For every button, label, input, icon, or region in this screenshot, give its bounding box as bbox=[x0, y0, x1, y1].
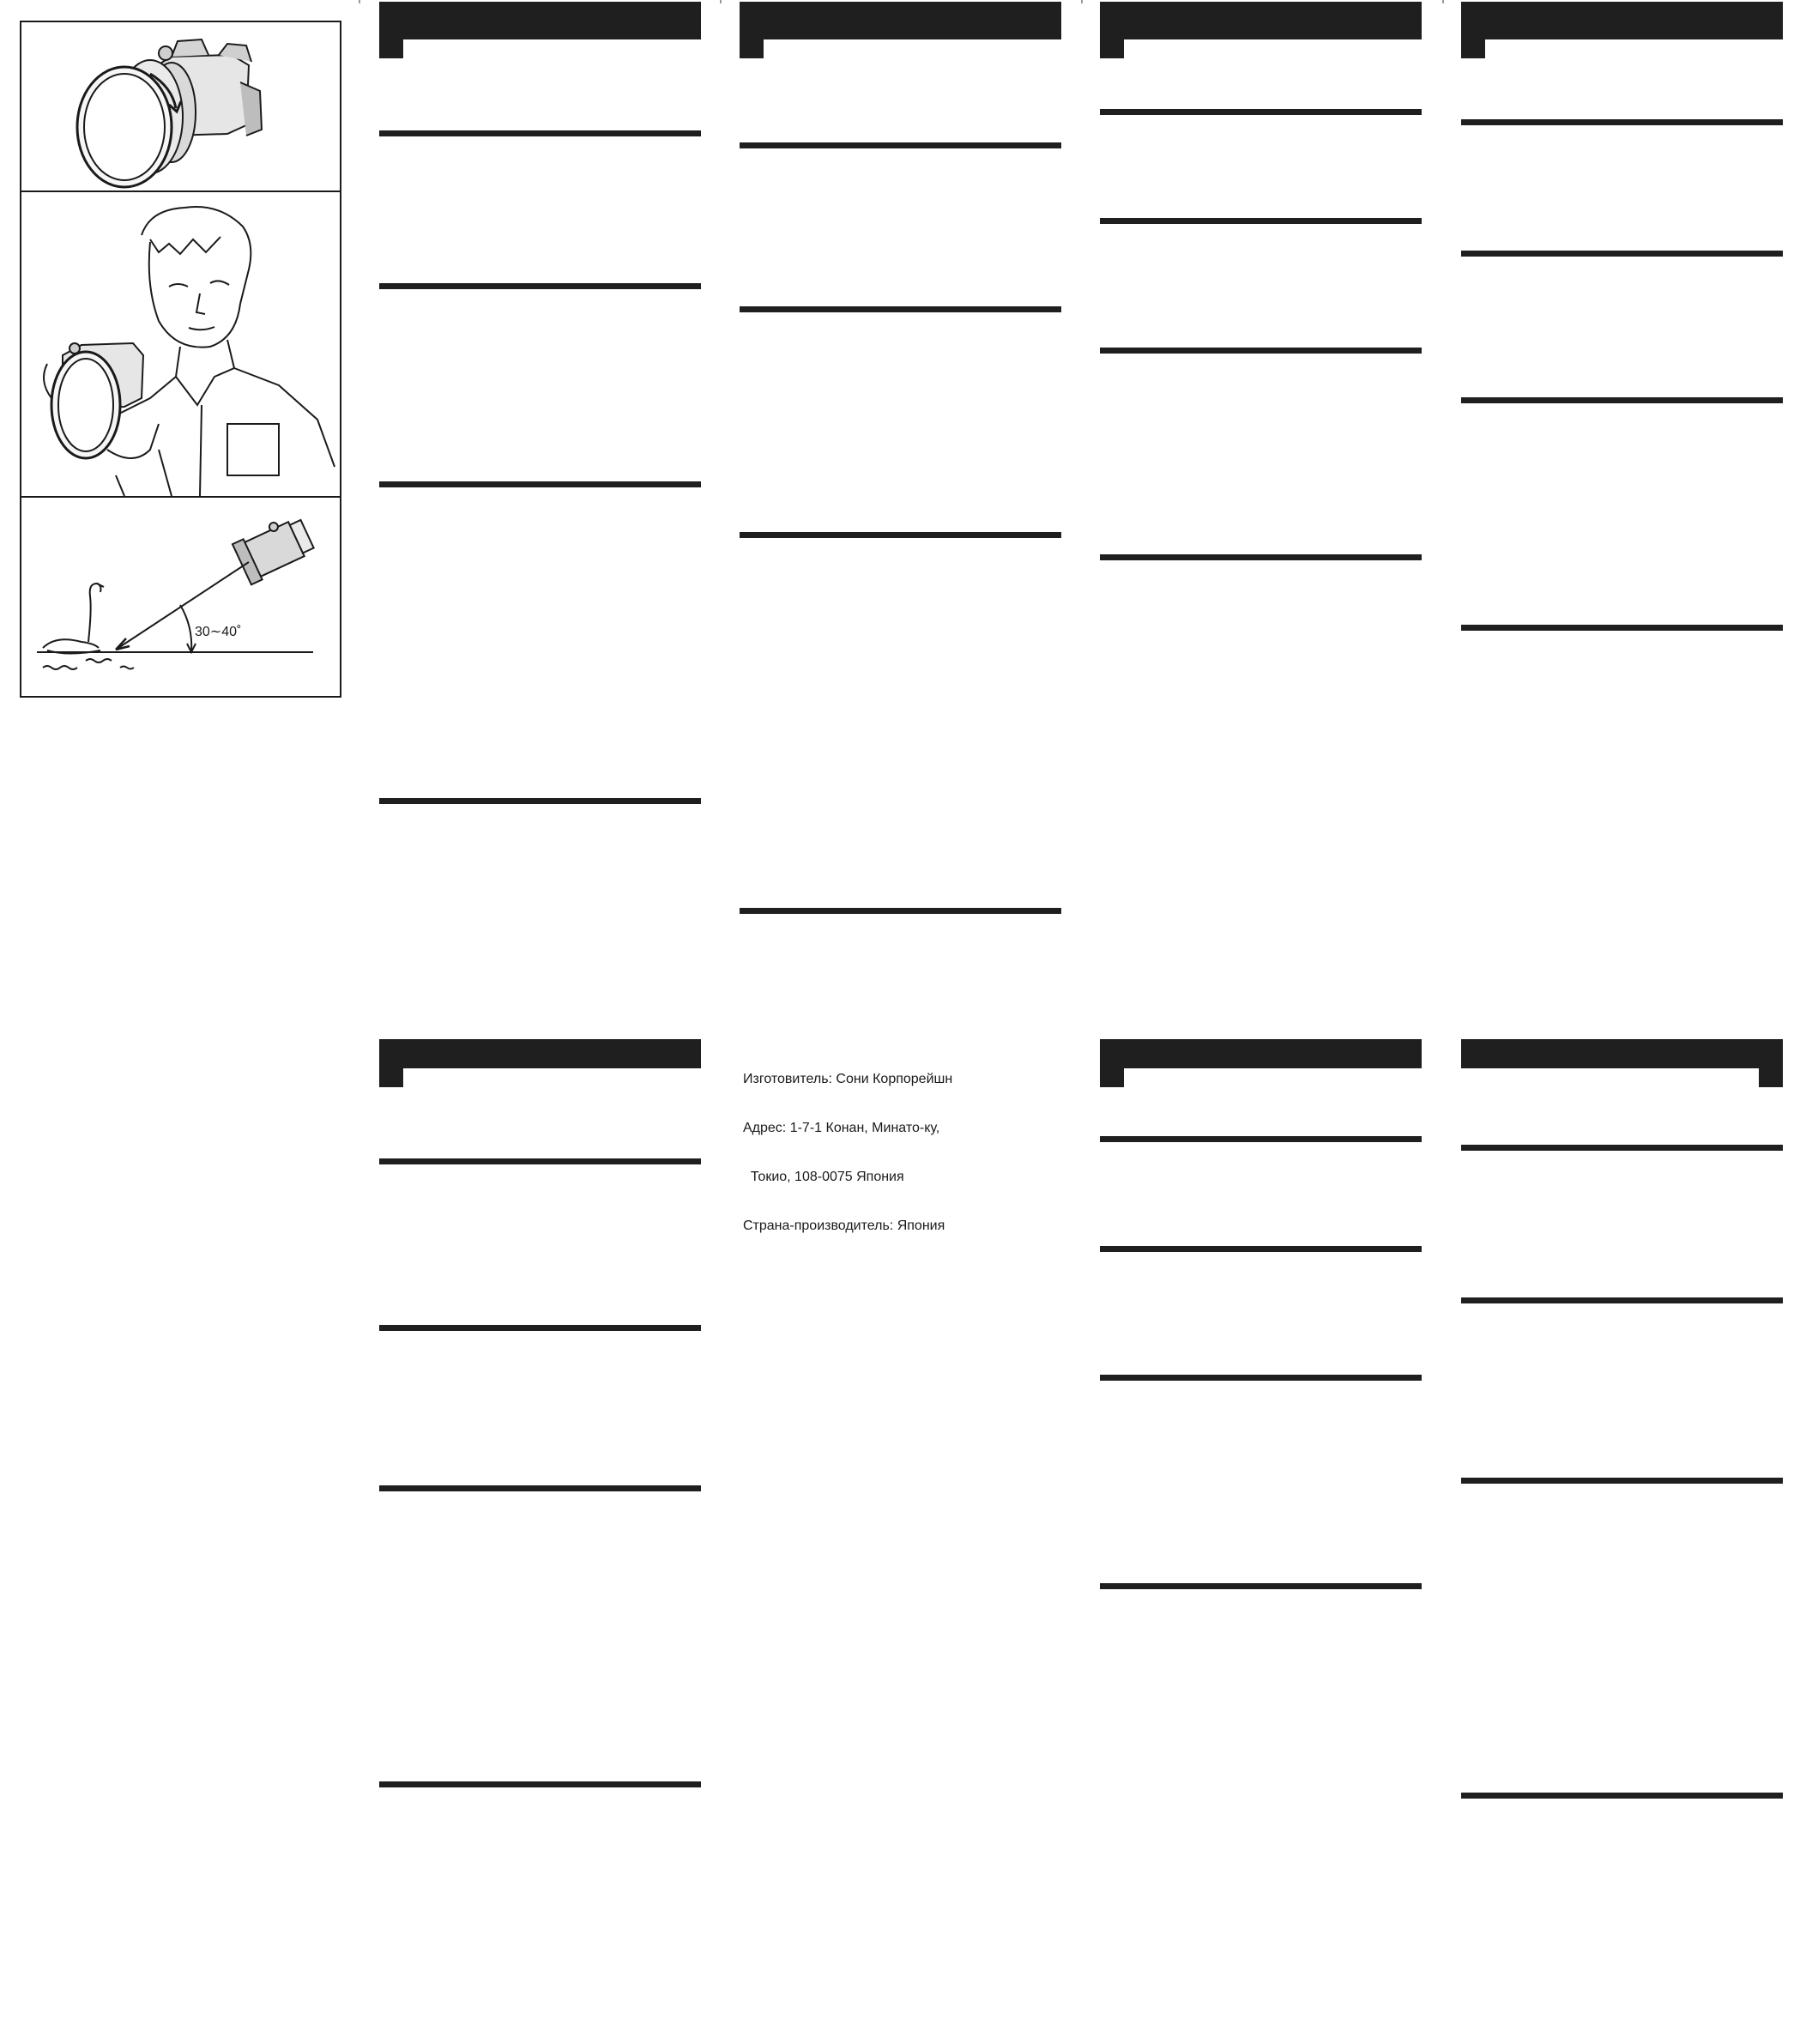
section-divider bbox=[1461, 1297, 1783, 1303]
camera-with-filter-drawing bbox=[21, 22, 340, 190]
section-divider bbox=[740, 908, 1061, 914]
angle-diagram bbox=[21, 498, 340, 696]
section-divider bbox=[379, 1325, 701, 1331]
section-divider bbox=[1461, 625, 1783, 631]
section-divider bbox=[1461, 119, 1783, 125]
angle-label: 30∼40˚ bbox=[195, 625, 242, 639]
section-divider bbox=[1100, 1246, 1422, 1252]
section-divider bbox=[379, 283, 701, 289]
section-header-bar bbox=[1461, 2, 1783, 39]
section-divider bbox=[1461, 251, 1783, 257]
section-header-bar bbox=[379, 2, 701, 39]
person-drawing bbox=[21, 192, 340, 496]
section-header-bar bbox=[379, 1039, 701, 1068]
address-line-1: Адрес: 1-7-1 Конан, Минато-ку, bbox=[743, 1121, 940, 1135]
section-header-bar bbox=[740, 2, 1061, 39]
section-divider bbox=[1461, 397, 1783, 403]
section-divider bbox=[740, 306, 1061, 312]
address-line-2: Токио, 108-0075 Япония bbox=[743, 1170, 904, 1184]
section-divider bbox=[379, 798, 701, 804]
section-divider bbox=[379, 481, 701, 487]
section-divider bbox=[1461, 1793, 1783, 1799]
section-divider bbox=[1100, 554, 1422, 560]
lens-attachment-figure bbox=[20, 21, 341, 192]
fold-mark bbox=[1442, 0, 1444, 3]
shooting-angle-figure bbox=[20, 496, 341, 698]
fold-mark bbox=[1081, 0, 1083, 3]
country-line: Страна-производитель: Япония bbox=[743, 1219, 945, 1233]
russian-manufacturer-note bbox=[743, 1038, 952, 1250]
section-divider bbox=[379, 1158, 701, 1164]
section-divider bbox=[1100, 218, 1422, 224]
section-divider bbox=[1100, 348, 1422, 354]
section-divider bbox=[1100, 1375, 1422, 1381]
section-divider bbox=[379, 130, 701, 136]
section-header-bar bbox=[1461, 1039, 1783, 1068]
section-divider bbox=[379, 1781, 701, 1787]
section-divider bbox=[740, 142, 1061, 148]
section-divider bbox=[379, 1485, 701, 1491]
section-divider bbox=[1100, 1583, 1422, 1589]
section-divider bbox=[1461, 1145, 1783, 1151]
section-divider bbox=[1100, 109, 1422, 115]
manufacturer-line: Изготовитель: Сони Корпорейшн bbox=[743, 1072, 953, 1086]
fold-mark bbox=[720, 0, 722, 3]
section-divider bbox=[1461, 1478, 1783, 1484]
section-divider bbox=[740, 532, 1061, 538]
section-header-bar bbox=[1100, 2, 1422, 39]
section-header-bar bbox=[1100, 1039, 1422, 1068]
fold-mark bbox=[359, 0, 360, 3]
person-holding-camera-figure bbox=[20, 190, 341, 498]
section-divider bbox=[1100, 1136, 1422, 1142]
